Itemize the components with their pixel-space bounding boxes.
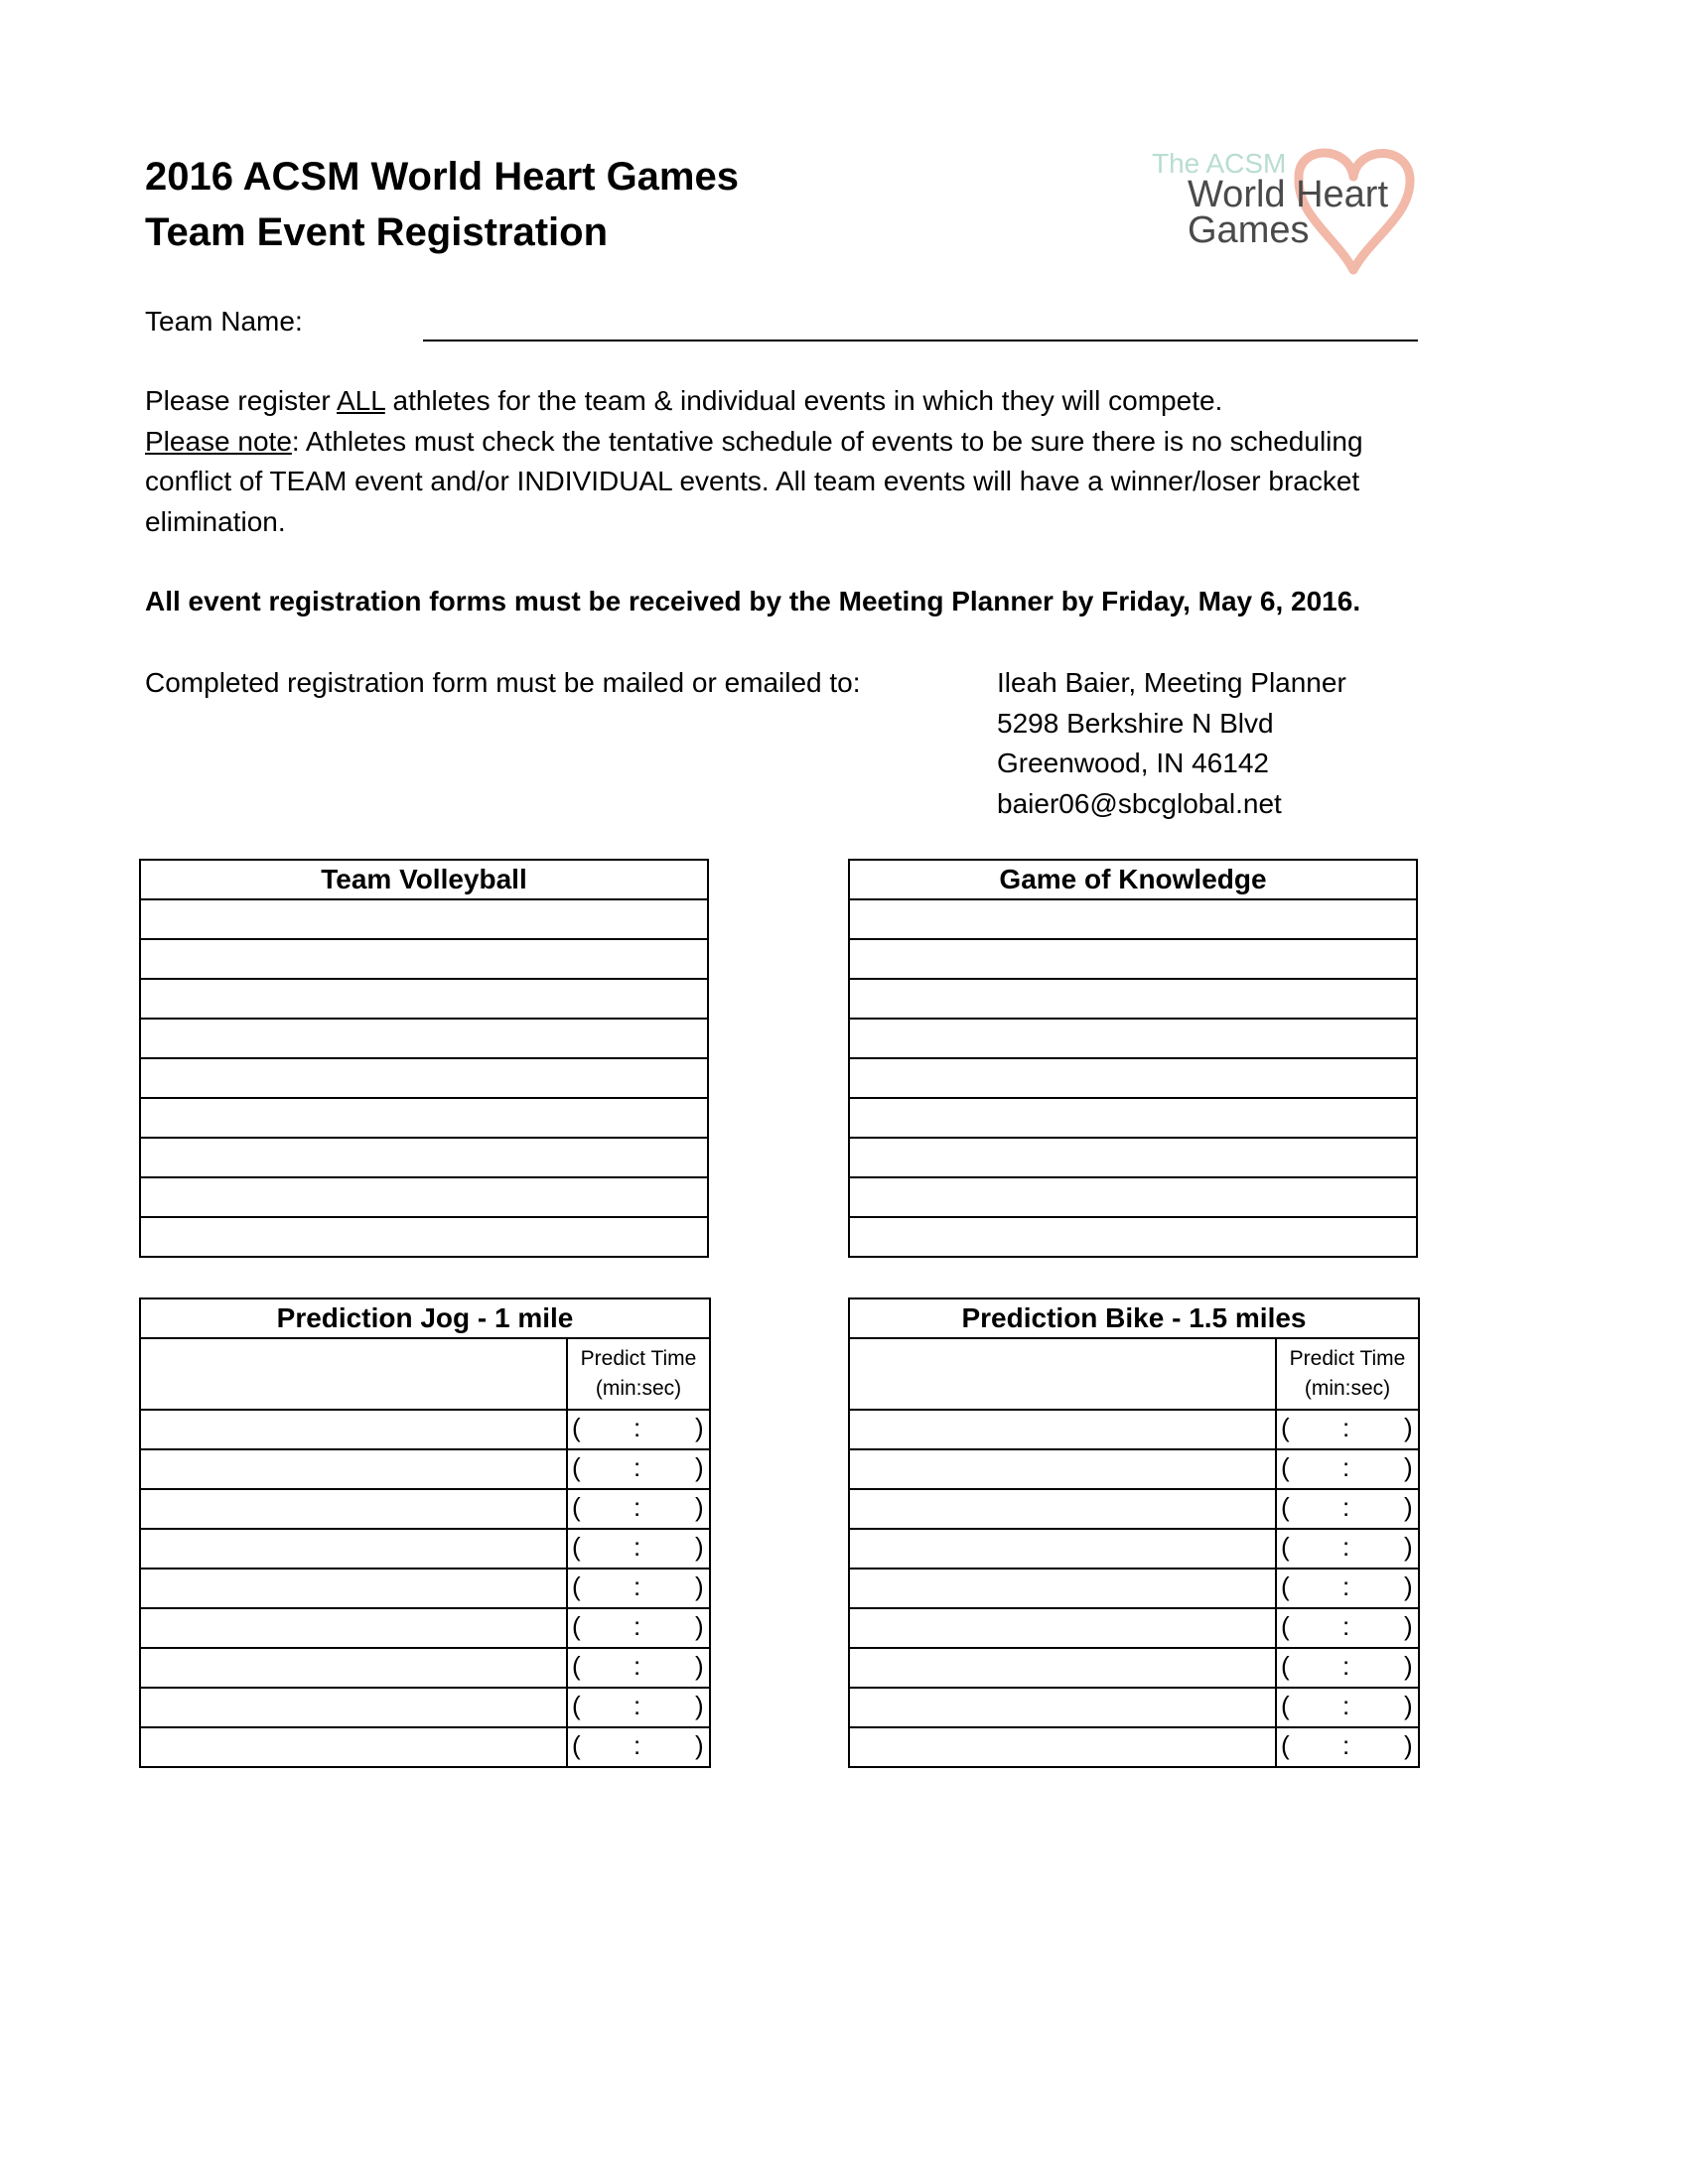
- paren-close: ): [695, 1532, 704, 1562]
- prediction-jog-table: [139, 1297, 711, 1768]
- athlete-name-cell[interactable]: [849, 1019, 1417, 1058]
- predict-time-unit: (min:sec): [595, 1377, 682, 1400]
- instruction-text: athletes for the team & individual events in which they will compete.: [384, 385, 1223, 416]
- all-emphasis: ALL: [337, 385, 385, 416]
- athlete-name-cell[interactable]: [849, 899, 1417, 939]
- time-colon: :: [633, 1651, 641, 1681]
- table-row: [849, 1489, 1419, 1529]
- time-colon: :: [633, 1532, 641, 1562]
- athlete-name-cell[interactable]: [849, 1410, 1276, 1449]
- name-header-cell: [849, 1338, 1276, 1410]
- predict-time-cell[interactable]: [1276, 1688, 1419, 1727]
- time-colon: :: [1342, 1651, 1350, 1681]
- logo-line-3: Games: [1188, 209, 1310, 251]
- table-row: [849, 1098, 1417, 1138]
- paren-open: (: [1281, 1571, 1290, 1601]
- athlete-name-cell[interactable]: [140, 1177, 708, 1217]
- table-title: Prediction Jog - 1 mile: [140, 1298, 710, 1338]
- table-row: [140, 1449, 710, 1489]
- athlete-name-cell[interactable]: [849, 1098, 1417, 1138]
- title-line-2: Team Event Registration: [145, 210, 609, 254]
- paren-close: ): [1404, 1651, 1413, 1681]
- time-colon: :: [633, 1571, 641, 1601]
- athlete-name-cell[interactable]: [140, 1648, 567, 1688]
- time-colon: :: [1342, 1571, 1350, 1601]
- page-title: [145, 149, 739, 260]
- paren-open: (: [572, 1571, 581, 1601]
- athlete-name-cell[interactable]: [849, 1727, 1276, 1767]
- time-colon: :: [633, 1452, 641, 1482]
- paren-close: ): [1404, 1691, 1413, 1720]
- athlete-name-cell[interactable]: [140, 1217, 708, 1257]
- predict-time-cell[interactable]: [1276, 1727, 1419, 1767]
- table-title: Game of Knowledge: [849, 860, 1417, 899]
- predict-time-cell[interactable]: [567, 1608, 710, 1648]
- table-row: [849, 939, 1417, 979]
- predict-time-cell[interactable]: [1276, 1489, 1419, 1529]
- predict-time-cell[interactable]: [567, 1529, 710, 1569]
- predict-time-cell[interactable]: [1276, 1449, 1419, 1489]
- paren-close: ): [695, 1571, 704, 1601]
- table-row: [140, 1608, 710, 1648]
- time-colon: :: [1342, 1452, 1350, 1482]
- predict-time-cell[interactable]: [567, 1688, 710, 1727]
- athlete-name-cell[interactable]: [140, 1608, 567, 1648]
- athlete-name-cell[interactable]: [849, 979, 1417, 1019]
- table-title: Prediction Bike - 1.5 miles: [849, 1298, 1419, 1338]
- table-row: [849, 1217, 1417, 1257]
- time-colon: :: [1342, 1492, 1350, 1522]
- time-colon: :: [633, 1492, 641, 1522]
- prediction-bike-table: [848, 1297, 1420, 1768]
- paren-open: (: [572, 1413, 581, 1442]
- athlete-name-cell[interactable]: [849, 1688, 1276, 1727]
- table-row: [140, 1058, 708, 1098]
- team-volleyball-table: [139, 859, 709, 1258]
- table-row: [140, 1138, 708, 1177]
- paren-close: ): [1404, 1452, 1413, 1482]
- athlete-name-cell[interactable]: [140, 1058, 708, 1098]
- athlete-name-cell[interactable]: [849, 1217, 1417, 1257]
- instructions: [145, 381, 1436, 542]
- paren-open: (: [572, 1651, 581, 1681]
- table-row: [140, 939, 708, 979]
- time-colon: :: [633, 1691, 641, 1720]
- time-colon: :: [1342, 1611, 1350, 1641]
- table-row: [849, 1058, 1417, 1098]
- paren-close: ): [695, 1730, 704, 1760]
- team-name-label: Team Name:: [145, 306, 303, 337]
- athlete-name-cell[interactable]: [140, 1410, 567, 1449]
- table-row: [140, 1489, 710, 1529]
- paren-close: ): [1404, 1571, 1413, 1601]
- paren-close: ): [1404, 1611, 1413, 1641]
- predict-time-cell[interactable]: [1276, 1410, 1419, 1449]
- deadline-notice: All event registration forms must be received by the Meeting Planner by Friday, May 6, 2016.: [145, 586, 1361, 616]
- table-row: [140, 1648, 710, 1688]
- address-block: [997, 663, 1346, 824]
- athlete-name-cell[interactable]: [849, 1608, 1276, 1648]
- paren-close: ): [1404, 1492, 1413, 1522]
- table-row: [140, 979, 708, 1019]
- table-row: [849, 1648, 1419, 1688]
- note-line-2: conflict of TEAM event and/or INDIVIDUAL events. All team events will have a winner/loser bracket: [145, 466, 1360, 496]
- predict-time-cell[interactable]: [567, 1648, 710, 1688]
- table-row: [140, 899, 708, 939]
- predict-time-label: Predict Time: [580, 1347, 697, 1370]
- predict-time-cell[interactable]: [1276, 1569, 1419, 1608]
- athlete-name-cell[interactable]: [140, 1019, 708, 1058]
- table-row: [849, 979, 1417, 1019]
- paren-close: ): [695, 1413, 704, 1442]
- predict-time-cell[interactable]: [567, 1569, 710, 1608]
- predict-time-cell[interactable]: [1276, 1648, 1419, 1688]
- athlete-name-cell[interactable]: [849, 1569, 1276, 1608]
- logo-line-2: World Heart: [1188, 174, 1389, 215]
- title-line-1: 2016 ACSM World Heart Games: [145, 155, 739, 199]
- table-row: [849, 899, 1417, 939]
- paren-close: ): [695, 1691, 704, 1720]
- paren-open: (: [1281, 1691, 1290, 1720]
- predict-time-cell[interactable]: [1276, 1608, 1419, 1648]
- time-colon: :: [633, 1730, 641, 1760]
- athlete-name-cell[interactable]: [849, 939, 1417, 979]
- paren-open: (: [572, 1492, 581, 1522]
- paren-open: (: [1281, 1730, 1290, 1760]
- athlete-name-cell[interactable]: [140, 1569, 567, 1608]
- table-row: [849, 1138, 1417, 1177]
- athlete-name-cell[interactable]: [140, 1727, 567, 1767]
- athlete-name-cell[interactable]: [140, 899, 708, 939]
- paren-open: (: [572, 1611, 581, 1641]
- table-row: [140, 1019, 708, 1058]
- predict-time-label: Predict Time: [1289, 1347, 1406, 1370]
- time-colon: :: [633, 1413, 641, 1442]
- table-row: [140, 1727, 710, 1767]
- team-name-field[interactable]: [423, 340, 1418, 341]
- instruction-line-1: [145, 381, 1436, 422]
- table-row: [140, 1177, 708, 1217]
- athlete-name-cell[interactable]: [140, 1138, 708, 1177]
- predict-time-cell[interactable]: [1276, 1529, 1419, 1569]
- paren-open: (: [1281, 1611, 1290, 1641]
- paren-open: (: [1281, 1492, 1290, 1522]
- athlete-name-cell[interactable]: [140, 1449, 567, 1489]
- time-colon: :: [1342, 1691, 1350, 1720]
- table-row: [140, 1098, 708, 1138]
- address-line-1: Ileah Baier, Meeting Planner: [997, 667, 1346, 698]
- athlete-name-cell[interactable]: [849, 1138, 1417, 1177]
- paren-open: (: [572, 1532, 581, 1562]
- mail-to-text: Completed registration form must be mailed or emailed to:: [145, 667, 861, 698]
- table-row: [140, 1688, 710, 1727]
- table-row: [140, 1410, 710, 1449]
- paren-close: ): [1404, 1532, 1413, 1562]
- table-row: [140, 1569, 710, 1608]
- table-row: [849, 1569, 1419, 1608]
- athlete-name-cell[interactable]: [849, 1489, 1276, 1529]
- athlete-name-cell[interactable]: [140, 1529, 567, 1569]
- paren-open: (: [572, 1730, 581, 1760]
- predict-time-header: [567, 1338, 710, 1410]
- table-row: [849, 1608, 1419, 1648]
- athlete-name-cell[interactable]: [140, 939, 708, 979]
- table-row: [849, 1410, 1419, 1449]
- predict-time-cell[interactable]: [567, 1449, 710, 1489]
- world-heart-games-logo: [1150, 147, 1418, 276]
- predict-time-unit: (min:sec): [1304, 1377, 1391, 1400]
- paren-open: (: [1281, 1532, 1290, 1562]
- time-colon: :: [1342, 1413, 1350, 1442]
- note-line-1: [145, 422, 1436, 463]
- athlete-name-cell[interactable]: [140, 1098, 708, 1138]
- predict-time-header: [1276, 1338, 1419, 1410]
- paren-close: ): [695, 1611, 704, 1641]
- paren-close: ): [695, 1651, 704, 1681]
- paren-open: (: [1281, 1452, 1290, 1482]
- time-colon: :: [633, 1611, 641, 1641]
- athlete-name-cell[interactable]: [849, 1648, 1276, 1688]
- address-line-3: Greenwood, IN 46142: [997, 748, 1269, 778]
- table-row: [140, 1217, 708, 1257]
- paren-open: (: [572, 1452, 581, 1482]
- paren-open: (: [1281, 1413, 1290, 1442]
- note-label: Please note: [145, 425, 292, 457]
- table-row: [849, 1177, 1417, 1217]
- athlete-name-cell[interactable]: [140, 1688, 567, 1727]
- predict-time-cell[interactable]: [567, 1489, 710, 1529]
- paren-open: (: [1281, 1651, 1290, 1681]
- paren-close: ): [1404, 1730, 1413, 1760]
- address-line-2: 5298 Berkshire N Blvd: [997, 707, 1274, 739]
- athlete-name-cell[interactable]: [140, 979, 708, 1019]
- instruction-text: Please register: [145, 385, 337, 416]
- table-row: [140, 1529, 710, 1569]
- table-row: [849, 1019, 1417, 1058]
- note-line-3: elimination.: [145, 505, 286, 537]
- athlete-name-cell[interactable]: [849, 1177, 1417, 1217]
- predict-time-cell[interactable]: [567, 1410, 710, 1449]
- predict-time-cell[interactable]: [567, 1727, 710, 1767]
- table-row: [849, 1529, 1419, 1569]
- paren-close: ): [1404, 1413, 1413, 1442]
- athlete-name-cell[interactable]: [849, 1449, 1276, 1489]
- paren-close: ): [695, 1492, 704, 1522]
- athlete-name-cell[interactable]: [849, 1529, 1276, 1569]
- table-row: [849, 1727, 1419, 1767]
- athlete-name-cell[interactable]: [849, 1058, 1417, 1098]
- table-row: [849, 1449, 1419, 1489]
- table-row: [849, 1688, 1419, 1727]
- athlete-name-cell[interactable]: [140, 1489, 567, 1529]
- note-text: : Athletes must check the tentative schedule of events to be sure there is no scheduling: [291, 425, 1363, 457]
- game-of-knowledge-table: [848, 859, 1418, 1258]
- paren-open: (: [572, 1691, 581, 1720]
- time-colon: :: [1342, 1532, 1350, 1562]
- address-line-4: baier06@sbcglobal.net: [997, 787, 1282, 819]
- table-title: Team Volleyball: [140, 860, 708, 899]
- logo-line-1: The ACSM: [1152, 148, 1287, 179]
- time-colon: :: [1342, 1730, 1350, 1760]
- name-header-cell: [140, 1338, 567, 1410]
- paren-close: ): [695, 1452, 704, 1482]
